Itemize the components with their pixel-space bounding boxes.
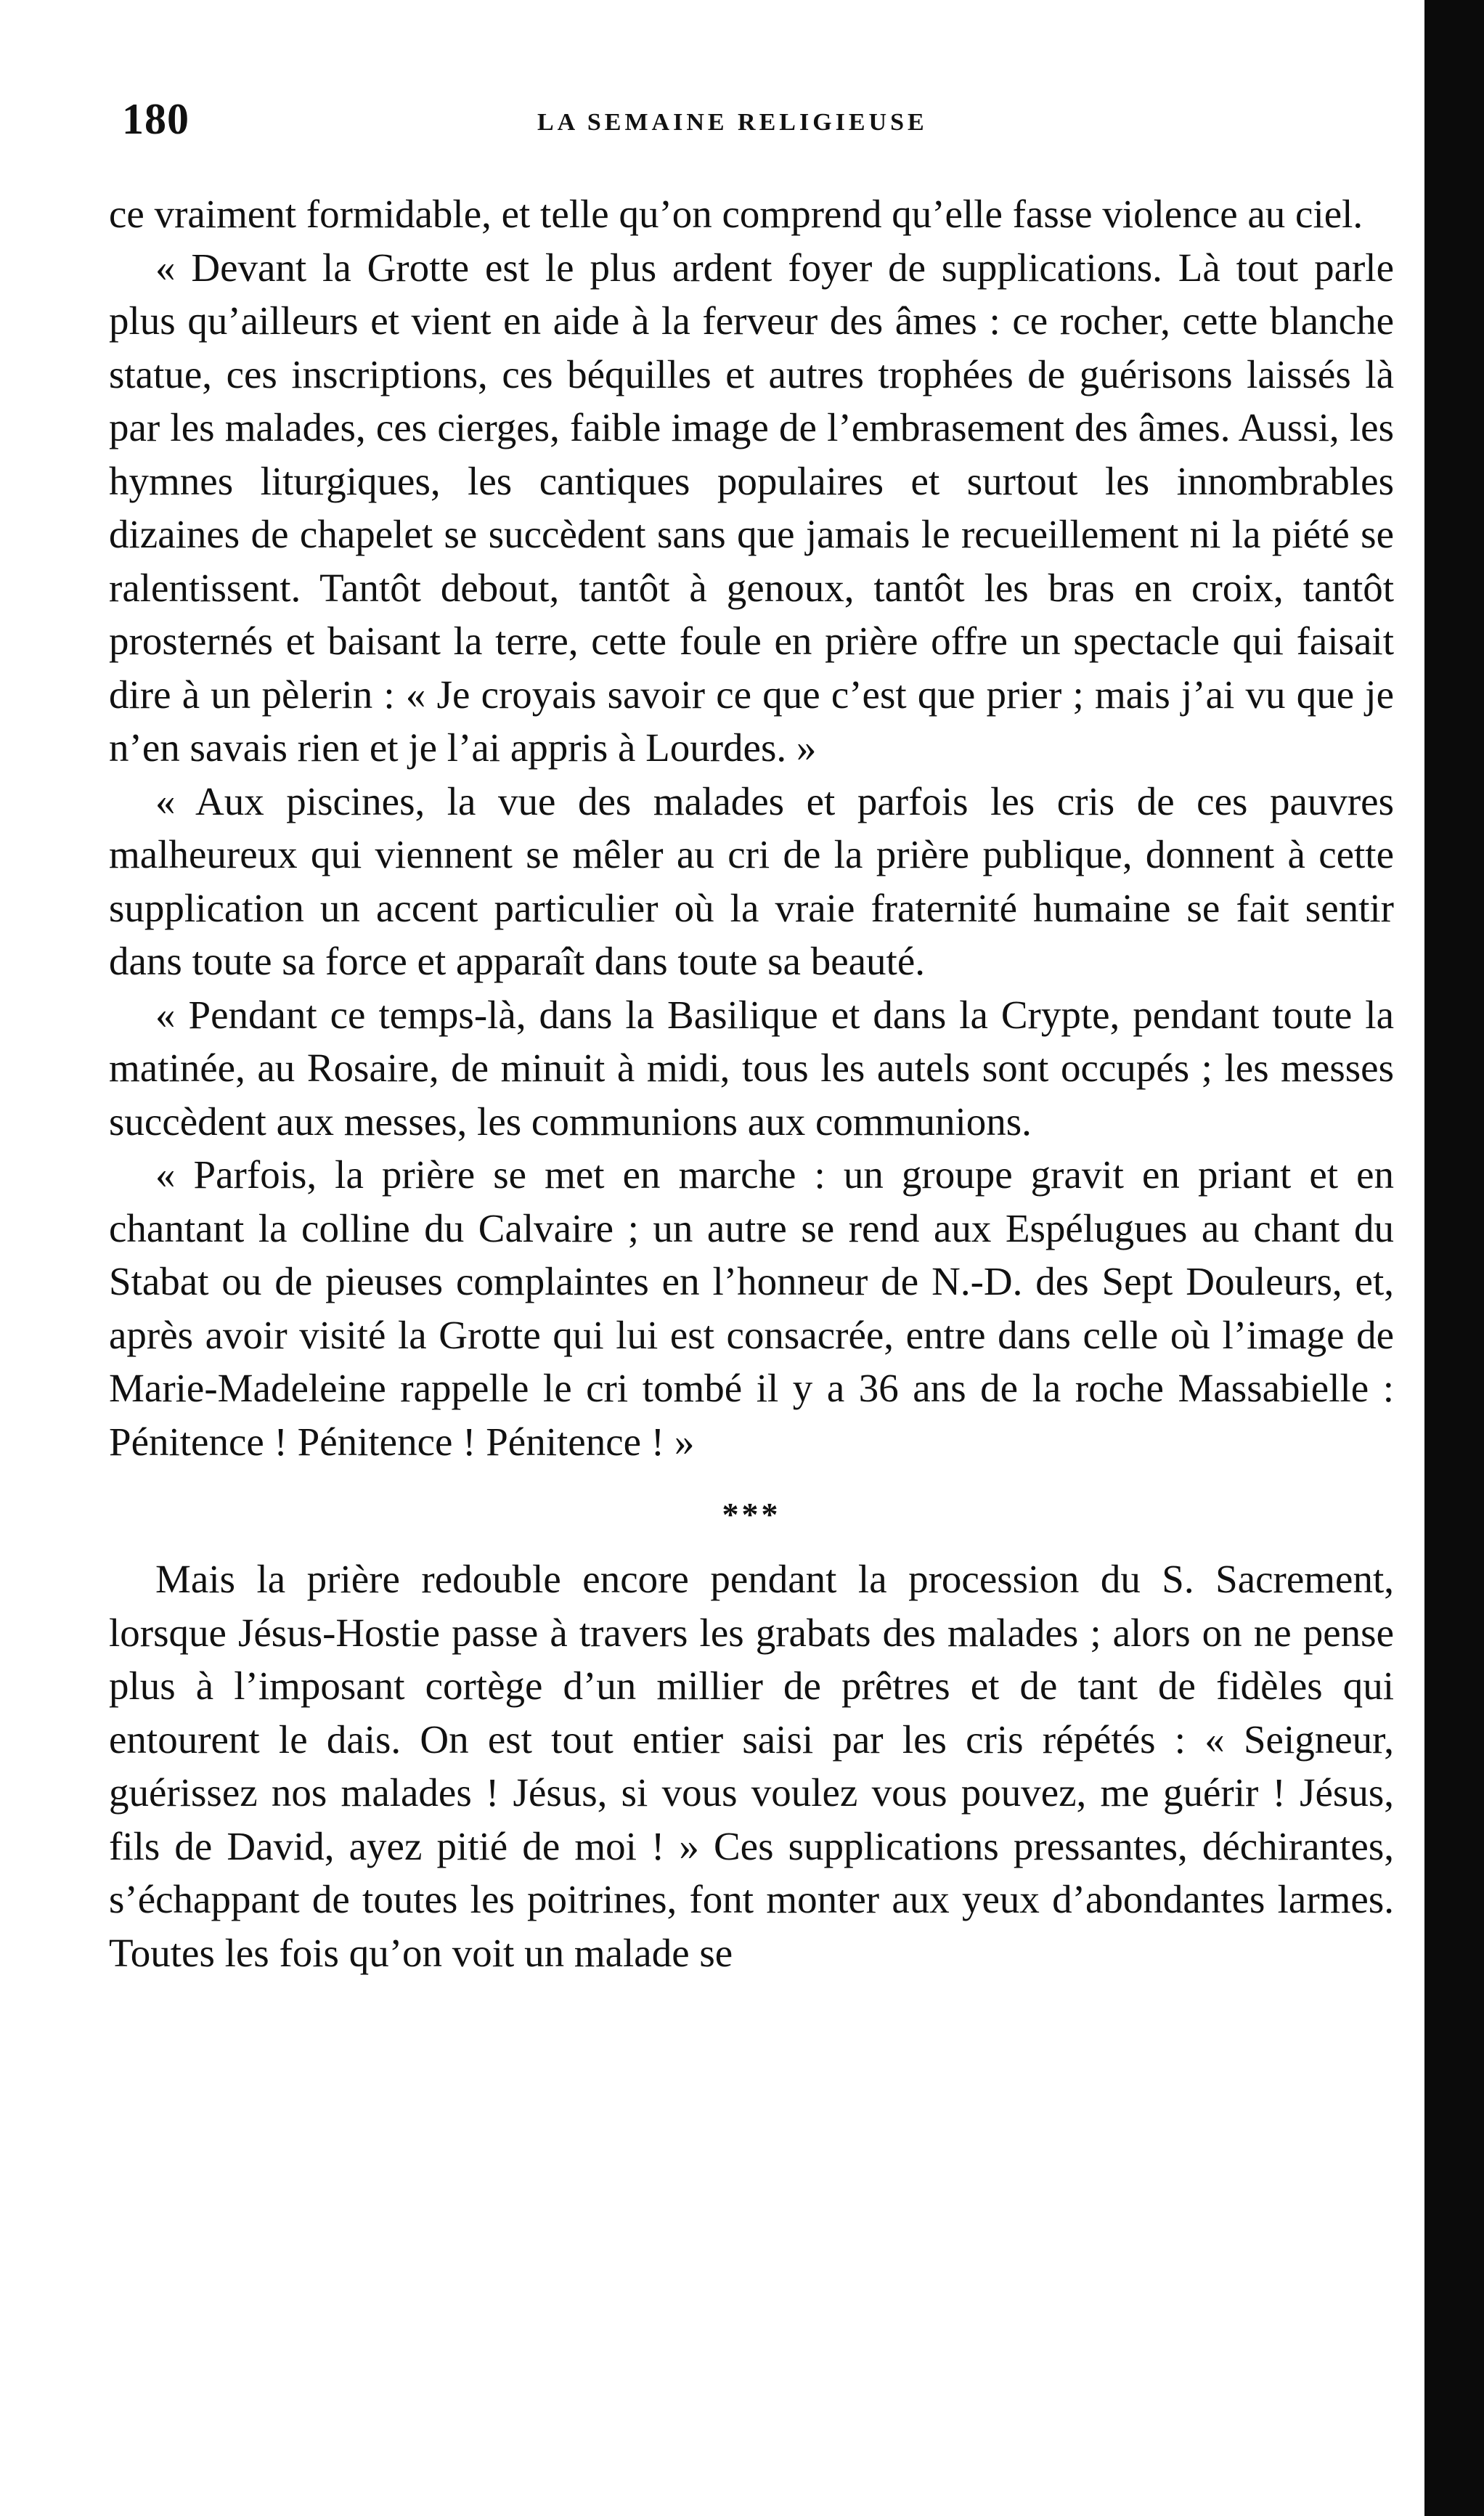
page-body [109, 187, 1394, 1979]
paragraph-piscines: « Aux piscines, la vue des malades et parfois les cris de ces pauvres malheureux qui viennent se mêler au cri de la prière publique, donnent à cette supplication un accent particulier où la vraie fraternité humaine se fait sentir dans toute sa force et apparaît dans toute sa beauté. [109, 778, 1394, 983]
page-number: 180 [122, 95, 189, 143]
running-title: LA SEMAINE RELIGIEUSE [537, 109, 928, 136]
paragraph-saint-sacrement: Mais la prière redouble encore pendant la procession du S. Sacrement, lorsque Jésus-Hostie passe à travers les grabats des malades ; alors on ne pense plus à l’imposant cortège d’un millier de prêtres et de tant de fidèles qui entourent le dais. On est tout entier saisi par les cris répétés : « Seigneur, guérissez nos malades ! Jésus, si vous voulez vous pouvez, me guérir ! Jésus, fils de David, ayez pitié de moi ! » Ces supplications pressantes, déchirantes, s’échappant de toutes les poitrines, font monter aux yeux d’abondantes larmes. Toutes les fois qu’on voit un malade se [109, 1557, 1394, 1975]
paragraph-procession-calvaire: « Parfois, la prière se met en marche : un groupe gravit en priant et en chantant la colline du Calvaire ; un autre se rend aux Espélugues au chant du Stabat ou de pieuses complaintes en l’honneur de N.-D. des Sept Douleurs, et, après avoir visité la Grotte qui lui est consacrée, entre dans celle où l’image de Marie-Madeleine rappelle le cri tombé il y a 36 ans de la roche Massabielle : Pénitence ! Pénitence ! Pénitence ! » [109, 1152, 1394, 1464]
paragraph-continuation: ce vraiment formidable, et telle qu’on comprend qu’elle fasse violence au ciel. [109, 192, 1363, 236]
section-separator-asterism: *** [722, 1496, 781, 1533]
paragraph-grotte: « Devant la Grotte est le plus ardent foyer de supplications. Là tout parle plus qu’ailleurs et vient en aide à la ferveur des âmes : ce rocher, cette blanche statue, ces inscriptions, ces béquilles et autres trophées de guérisons laissés là par les malades, ces cierges, faible image de l’embrasement des âmes. Aussi, les hymnes liturgiques, les cantiques populaires et surtout les innombrables dizaines de chapelet se succèdent sans que jamais le recueillement ni la piété se ralentissent. Tantôt debout, tantôt à genoux, tantôt les bras en croix, tantôt prosternés et baisant la terre, cette foule en prière offre un spectacle qui faisait dire à un pèlerin : « Je croyais savoir ce que c’est que prier ; mais j’ai vu que je n’en savais rien et je l’ai appris à Lourdes. » [109, 245, 1394, 770]
page-header [116, 94, 1401, 152]
scan-edge-shadow [1424, 0, 1484, 2516]
paragraph-basilique: « Pendant ce temps-là, dans la Basilique et dans la Crypte, pendant toute la matinée, au Rosaire, de minuit à midi, tous les autels sont occupés ; les messes succèdent aux messes, les communions aux communions. [109, 992, 1394, 1144]
